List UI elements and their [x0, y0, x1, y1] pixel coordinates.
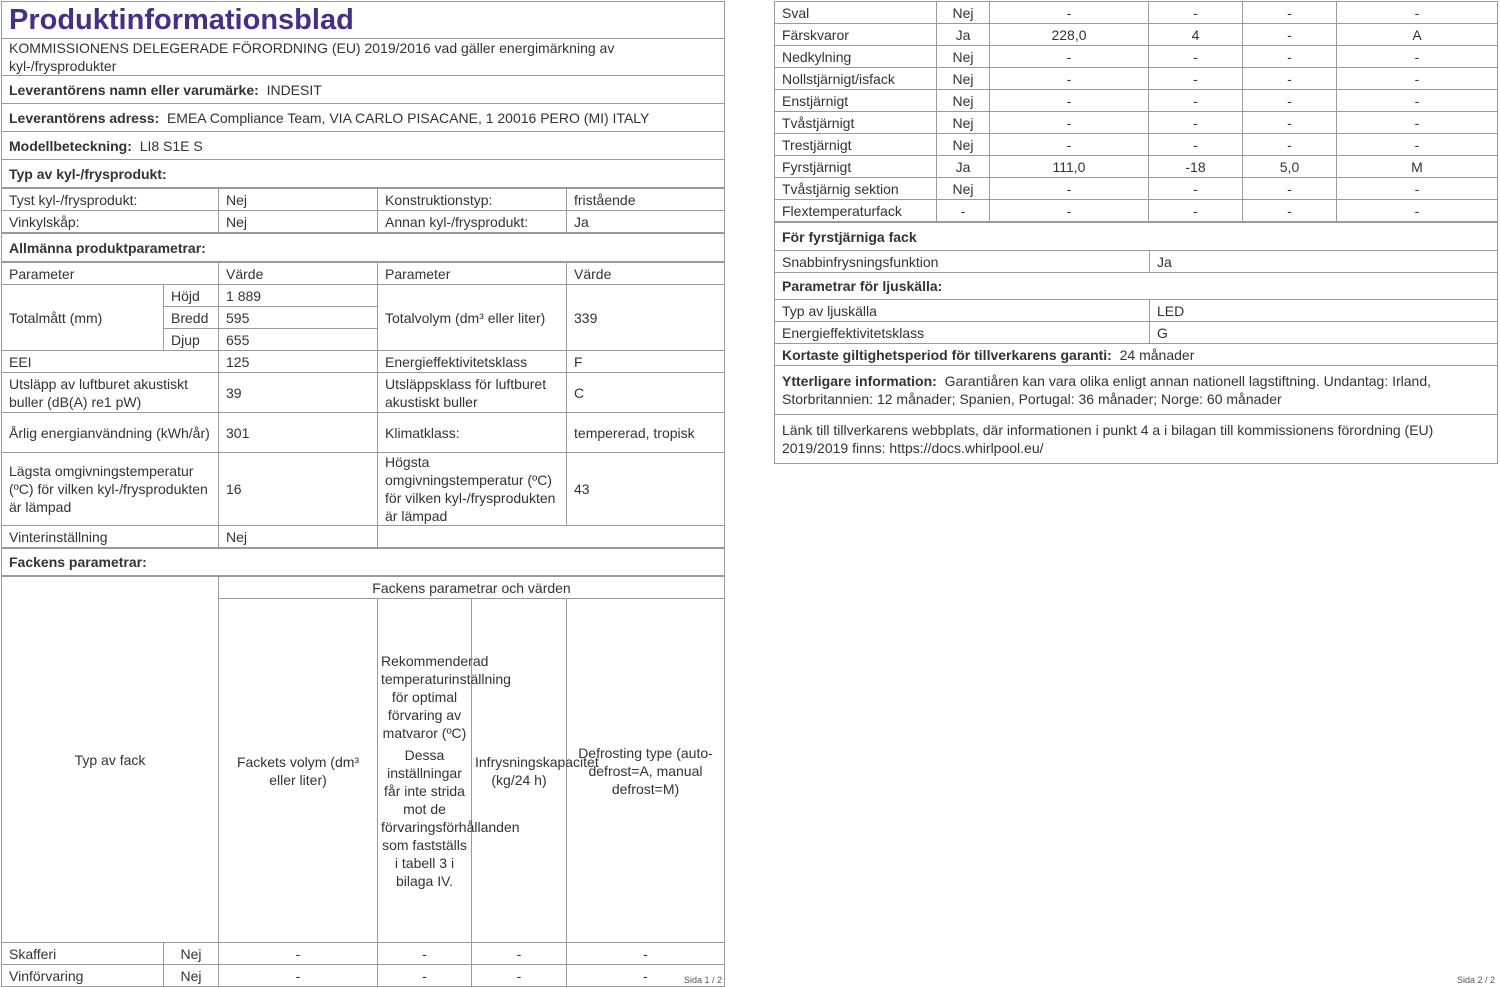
compartment-volume: - — [990, 178, 1149, 200]
compartment-volume: - — [990, 46, 1149, 68]
compartment-present: Ja — [937, 156, 990, 178]
param-value: tempererad, tropisk — [567, 413, 725, 453]
winter-value: Nej — [219, 526, 378, 548]
type-cell: Konstruktionstyp: — [378, 189, 567, 211]
compartment-present: Ja — [937, 24, 990, 46]
model-value: LI8 S1E S — [139, 137, 203, 154]
compartment-volume: - — [990, 134, 1149, 156]
supplier-name-value: INDESIT — [266, 81, 322, 98]
compartment-temp-header — [378, 599, 520, 943]
compartment-group-row — [2, 577, 725, 599]
compartment-capacity: - — [472, 943, 567, 965]
compartment-defrost: A — [1337, 24, 1498, 46]
compartment-capacity: - — [1243, 24, 1337, 46]
compartment-temp: - — [1149, 200, 1243, 222]
temp-header-text: Rekommenderad temperaturinställning för optimal förvaring av matvaror (ºC) — [381, 652, 511, 741]
compartment-name: Flextemperaturfack — [775, 200, 937, 222]
general-row — [2, 413, 725, 453]
compartment-present: Nej — [937, 68, 990, 90]
param-header-cell: Värde — [567, 263, 725, 285]
compartment-defrost: - — [1337, 178, 1498, 200]
compartment-row — [775, 90, 1498, 112]
compartment-present: Nej — [937, 2, 990, 24]
compartment-row — [775, 178, 1498, 200]
general-row — [2, 373, 725, 413]
page-2 — [774, 1, 1498, 464]
compartment-temp: - — [1149, 2, 1243, 24]
type-row — [2, 189, 725, 211]
four-star-table — [774, 222, 1498, 464]
compartment-name: Nollstjärnigt/isfack — [775, 68, 937, 90]
volume-value: 339 — [567, 285, 725, 351]
compartment-capacity: - — [1243, 178, 1337, 200]
light-row — [775, 322, 1498, 344]
model-label: Modellbeteckning: — [9, 137, 132, 154]
compartment-present: - — [937, 200, 990, 222]
compartment-row — [775, 156, 1498, 178]
param-name: EEI — [2, 351, 219, 373]
compartment-capacity: 5,0 — [1243, 156, 1337, 178]
compartment-capacity-header: Infrysningskapacitet (kg/24 h) — [472, 599, 567, 943]
compartment-temp: -18 — [1149, 156, 1243, 178]
param-header-cell: Parameter — [2, 263, 219, 285]
compartment-present: Nej — [937, 112, 990, 134]
compartment-defrost: - — [1337, 68, 1498, 90]
manufacturer-link-text: Länk till tillverkarens webbplats, där informationen i punkt 4 a i bilagan till kommissionens förordning (EU) 2019/2019 finns: https://docs.whirlpool.eu/ — [775, 415, 1498, 464]
param-name: Energieffektivitetsklass — [378, 351, 567, 373]
type-cell: Ja — [567, 211, 725, 233]
compartment-present: Nej — [164, 965, 219, 987]
volume-label: Totalvolym (dm³ eller liter) — [378, 285, 567, 351]
compartment-capacity: - — [1243, 90, 1337, 112]
warranty-row — [775, 344, 1498, 366]
winter-row — [2, 526, 725, 548]
type-cell: Nej — [219, 189, 378, 211]
compartment-capacity: - — [1243, 112, 1337, 134]
compartment-capacity: - — [1243, 46, 1337, 68]
light-param-name: Energieffektivitetsklass — [775, 322, 1150, 344]
compartment-heading-table — [1, 548, 725, 576]
compartment-heading: Fackens parametrar: — [2, 549, 725, 576]
type-row — [2, 211, 725, 233]
page-1-footer: Sida 1 / 2 — [684, 975, 723, 985]
empty-cell — [378, 526, 725, 548]
compartment-row — [2, 965, 725, 987]
compartment-row — [775, 68, 1498, 90]
compartment-volume: - — [219, 965, 378, 987]
additional-label: Ytterligare information: — [782, 373, 937, 389]
compartment-defrost-header: Defrosting type (auto-defrost=A, manual defrost=M) — [567, 599, 725, 943]
quick-freeze-value: Ja — [1150, 251, 1498, 273]
compartment-temp: - — [378, 943, 472, 965]
supplier-address-label: Leverantörens adress: — [9, 109, 160, 126]
param-name: Lägsta omgivningstemperatur (ºC) för vilken kyl-/frysprodukten är lämpad — [2, 453, 219, 526]
param-value: C — [567, 373, 725, 413]
compartment-defrost: - — [567, 965, 725, 987]
dimension-name: Djup — [164, 329, 219, 351]
regulation-text: KOMMISSIONENS DELEGERADE FÖRORDNING (EU) 2019/2016 vad gäller energimärkning av kyl-/frysprodukter — [2, 39, 725, 76]
compartment-row — [775, 112, 1498, 134]
compartment-type-header: Typ av fack — [2, 577, 219, 943]
page-1 — [1, 1, 725, 987]
type-table — [1, 188, 725, 233]
compartment-name: Trestjärnigt — [775, 134, 937, 156]
compartment-volume: - — [990, 90, 1149, 112]
compartment-temp: - — [1149, 90, 1243, 112]
compartment-name: Nedkylning — [775, 46, 937, 68]
compartment-group-header: Fackens parametrar och värden — [219, 577, 725, 599]
compartment-defrost: M — [1337, 156, 1498, 178]
dimension-value: 1 889 — [219, 285, 378, 307]
type-cell: Vinkylskåp: — [2, 211, 219, 233]
compartment-temp: - — [378, 965, 472, 987]
compartment-defrost: - — [1337, 90, 1498, 112]
light-param-value: LED — [1150, 300, 1498, 322]
compartment-name: Färskvaror — [775, 24, 937, 46]
type-cell: Annan kyl-/frysprodukt: — [378, 211, 567, 233]
compartment-volume: 111,0 — [990, 156, 1149, 178]
compartment-temp: - — [1149, 178, 1243, 200]
light-heading: Parametrar för ljuskälla: — [775, 273, 1498, 300]
param-value: 39 — [219, 373, 378, 413]
header-table — [1, 1, 725, 188]
compartment-capacity: - — [472, 965, 567, 987]
dimension-name: Höjd — [164, 285, 219, 307]
compartment-table-p1 — [1, 576, 725, 987]
compartment-volume: 228,0 — [990, 24, 1149, 46]
supplier-name-label: Leverantörens namn eller varumärke: — [9, 81, 259, 98]
compartment-defrost: - — [1337, 2, 1498, 24]
page-title: Produktinformationsblad — [2, 2, 725, 39]
warranty-label: Kortaste giltighetsperiod för tillverkarens garanti: — [782, 346, 1112, 363]
compartment-row — [775, 2, 1498, 24]
four-star-heading: För fyrstjärniga fack — [775, 223, 1498, 251]
type-cell: Nej — [219, 211, 378, 233]
param-header-cell: Parameter — [378, 263, 567, 285]
light-param-value: G — [1150, 322, 1498, 344]
compartment-temp: 4 — [1149, 24, 1243, 46]
param-value: 125 — [219, 351, 378, 373]
temp-header-note: Dessa inställningar får inte strida mot de förvaringsförhållanden som fastställs i tabell 3 i bilaga IV. — [381, 746, 520, 889]
param-name: Årlig energianvändning (kWh/år) — [2, 413, 219, 453]
compartment-capacity: - — [1243, 134, 1337, 156]
warranty-value: 24 månader — [1119, 346, 1195, 363]
compartment-table-p2 — [774, 1, 1498, 222]
compartment-volume: - — [990, 112, 1149, 134]
light-row — [775, 300, 1498, 322]
param-value: 43 — [567, 453, 725, 526]
compartment-capacity: - — [1243, 200, 1337, 222]
compartment-name: Skafferi — [2, 943, 164, 965]
dimension-row — [2, 285, 725, 307]
type-cell: fristående — [567, 189, 725, 211]
compartment-defrost: - — [1337, 200, 1498, 222]
dimensions-label: Totalmått (mm) — [2, 285, 164, 351]
compartment-volume: - — [219, 943, 378, 965]
compartment-volume: - — [990, 200, 1149, 222]
dimension-value: 655 — [219, 329, 378, 351]
supplier-name-row — [2, 76, 725, 104]
additional-value: Garantiåren kan vara olika enligt annan nationell lagstiftning. Undantag: Irland, Storbritannien: 12 månader; Spanien, Portugal: 36 månader; Norge: 60 månader — [782, 373, 1432, 407]
compartment-row — [775, 134, 1498, 156]
compartment-name: Vinförvaring — [2, 965, 164, 987]
compartment-name: Enstjärnigt — [775, 90, 937, 112]
param-header-cell: Värde — [219, 263, 378, 285]
light-param-name: Typ av ljuskälla — [775, 300, 1150, 322]
compartment-temp: - — [1149, 68, 1243, 90]
type-cell: Tyst kyl-/frysprodukt: — [2, 189, 219, 211]
page-2-footer: Sida 2 / 2 — [1457, 975, 1496, 985]
compartment-capacity: - — [1243, 2, 1337, 24]
compartment-name: Fyrstjärnigt — [775, 156, 937, 178]
compartment-present: Nej — [937, 90, 990, 112]
dimension-value: 595 — [219, 307, 378, 329]
additional-info-row — [775, 366, 1498, 415]
compartment-volume: - — [990, 68, 1149, 90]
compartment-temp: - — [1149, 134, 1243, 156]
compartment-row — [775, 24, 1498, 46]
dimension-name: Bredd — [164, 307, 219, 329]
supplier-address-row — [2, 104, 725, 132]
general-row — [2, 453, 725, 526]
compartment-row — [775, 46, 1498, 68]
general-heading: Allmänna produktparametrar: — [2, 234, 725, 262]
compartment-row — [2, 943, 725, 965]
winter-label: Vinterinställning — [2, 526, 219, 548]
compartment-present: Nej — [937, 46, 990, 68]
param-value: 301 — [219, 413, 378, 453]
compartment-name: Tvåstjärnig sektion — [775, 178, 937, 200]
quick-freeze-label: Snabbinfrysningsfunktion — [775, 251, 1150, 273]
compartment-row — [775, 200, 1498, 222]
supplier-address-value: EMEA Compliance Team, VIA CARLO PISACANE, 1 20016 PERO (MI) ITALY — [166, 109, 650, 126]
compartment-name: Sval — [775, 2, 937, 24]
compartment-defrost: - — [1337, 112, 1498, 134]
compartment-defrost: - — [567, 943, 725, 965]
param-name: Utsläpp av luftburet akustiskt buller (dB(A) re1 pW) — [2, 373, 219, 413]
general-heading-table — [1, 233, 725, 262]
type-heading: Typ av kyl-/frysprodukt: — [2, 160, 725, 188]
compartment-temp: - — [1149, 112, 1243, 134]
param-header-row — [2, 263, 725, 285]
compartment-present: Nej — [937, 178, 990, 200]
compartment-temp: - — [1149, 46, 1243, 68]
compartment-volume: - — [990, 2, 1149, 24]
param-name: Högsta omgivningstemperatur (ºC) för vilken kyl-/frysprodukten är lämpad — [378, 453, 567, 526]
compartment-present: Nej — [164, 943, 219, 965]
param-name: Utsläppsklass för luftburet akustiskt buller — [378, 373, 567, 413]
compartment-present: Nej — [937, 134, 990, 156]
compartment-name: Tvåstjärnigt — [775, 112, 937, 134]
param-value: F — [567, 351, 725, 373]
compartment-capacity: - — [1243, 68, 1337, 90]
compartment-defrost: - — [1337, 134, 1498, 156]
compartment-volume-header: Fackets volym (dm³ eller liter) — [219, 599, 378, 943]
model-row — [2, 132, 725, 160]
param-name: Klimatklass: — [378, 413, 567, 453]
param-value: 16 — [219, 453, 378, 526]
compartment-defrost: - — [1337, 46, 1498, 68]
general-row — [2, 351, 725, 373]
quick-freeze-row — [775, 251, 1498, 273]
general-params-table — [1, 262, 725, 548]
